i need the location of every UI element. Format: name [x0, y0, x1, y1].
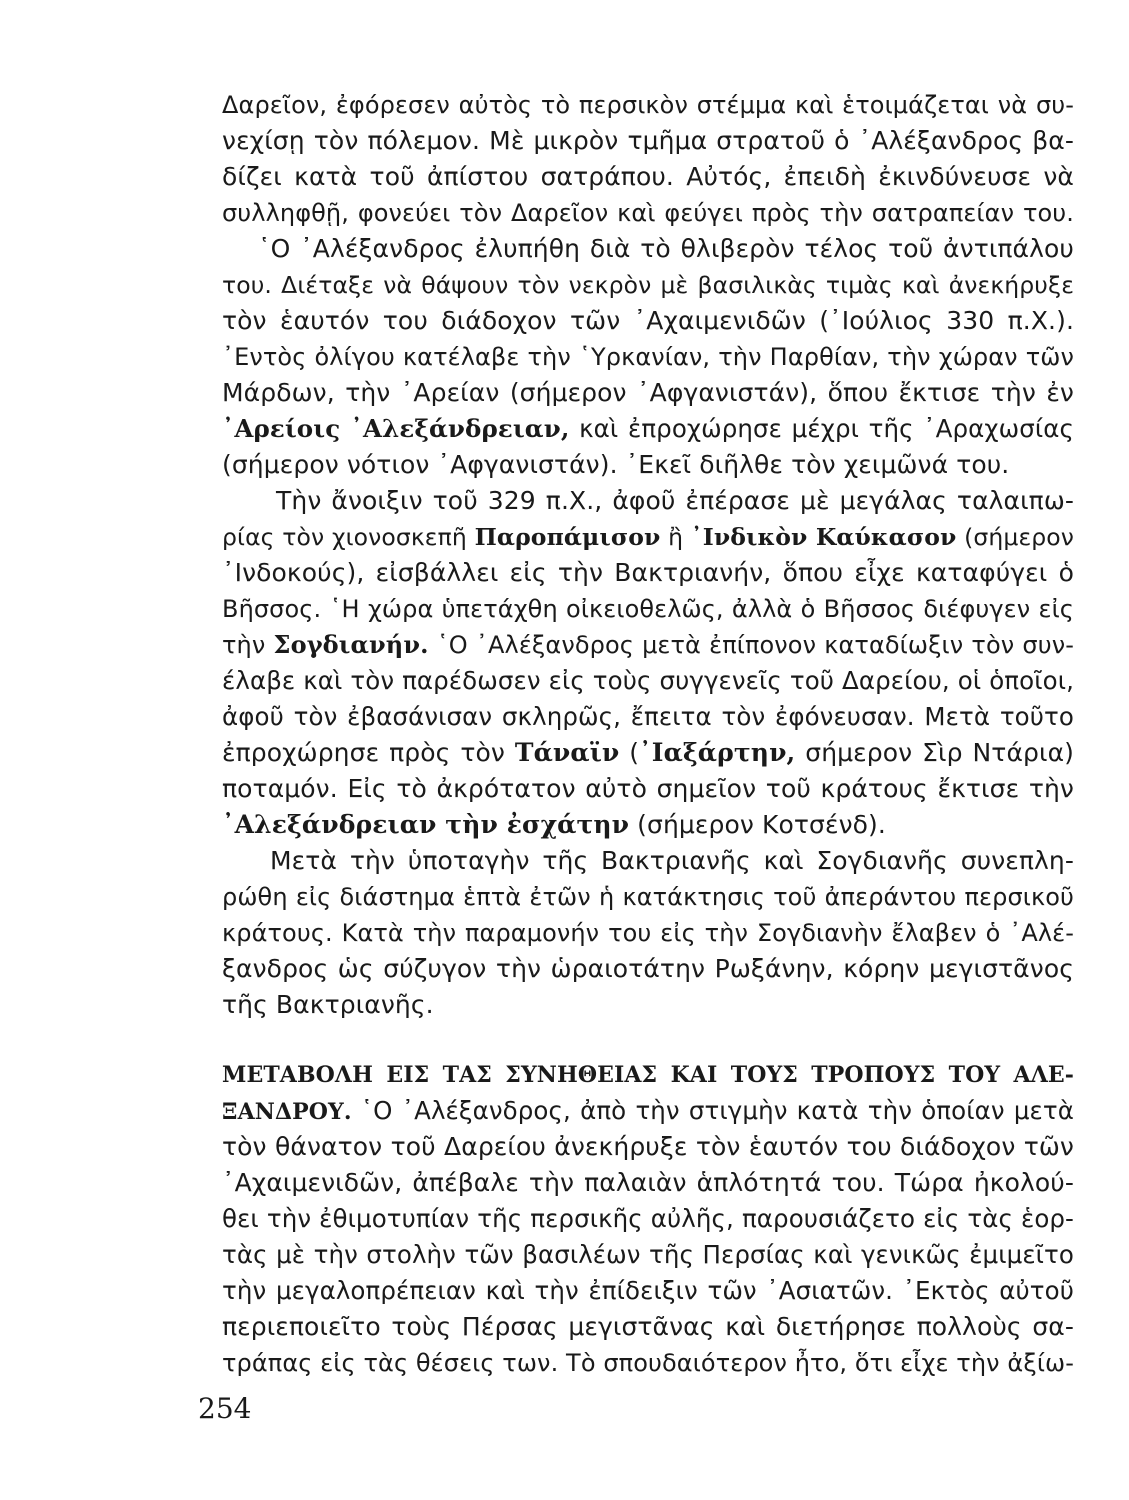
text-line: κράτους. Κατὰ τὴν παραμονήν του εἰς τὴν Σογδιανὴν ἔλαβεν ὁ ᾿Αλέ-: [222, 919, 1074, 947]
text-line: τράπας εἰς τὰς θέσεις των. Τὸ σπουδαιότερον ἦτο, ὅτι εἶχε τὴν ἀξίω-: [222, 1349, 1074, 1377]
text-line: ᾿Αρείοις ᾿Αλεξάνδρειαν, καὶ ἐπροχώρησε μέχρι τῆς ᾿Αραχωσίας: [222, 414, 1074, 443]
text-line: ξανδρος ὡς σύζυγον τὴν ὡραιοτάτην Ρωξάνην, κόρην μεγιστᾶνος: [222, 954, 1074, 983]
text-line: ρίας τὸν χιονοσκεπῆ Παροπάμισον ἢ ᾿Ινδικὸν Καύκασον (σήμερον: [222, 523, 1074, 551]
text-line: ἐπροχώρησε πρὸς τὸν Τάναϊν (᾿Ιαξάρτην, σήμερον Σὶρ Ντάρια): [222, 738, 1074, 767]
text-line: ᾿Αλεξάνδρειαν τὴν ἐσχάτην (σήμερον Κοτσένδ).: [222, 810, 886, 839]
text-line: Βῆσσος. ῾Η χώρα ὑπετάχθη οἰκειοθελῶς, ἀλλὰ ὁ Βῆσσος διέφυγεν εἰς: [222, 595, 1074, 623]
text-line: τὸν ἑαυτόν του διάδοχον τῶν ᾿Αχαιμενιδῶν (᾿Ιούλιος 330 π.Χ.).: [222, 306, 1074, 335]
text-line: τὸν θάνατον τοῦ Δαρείου ἀνεκήρυξε τὸν ἑαυτόν του διάδοχον τῶν: [222, 1132, 1074, 1161]
text-line: τὴν Σογδιανήν. ῾Ο ᾿Αλέξανδρος μετὰ ἐπίπονον καταδίωξιν τὸν συν-: [222, 630, 1074, 659]
text-line: ΞΑΝΔΡΟΥ. ῾Ο ᾿Αλέξανδρος, ἀπὸ τὴν στιγμὴν κατὰ τὴν ὁποίαν μετὰ: [222, 1096, 1074, 1125]
text-line: Τὴν ἄνοιξιν τοῦ 329 π.Χ., ἀφοῦ ἐπέρασε μὲ μεγάλας ταλαιπω-: [276, 486, 1074, 515]
text-line: ᾿Ινδοκούς), εἰσβάλλει εἰς τὴν Βακτριανήν, ὅπου εἶχε καταφύγει ὁ: [222, 558, 1074, 587]
text-line: τῆς Βακτριανῆς.: [222, 990, 434, 1019]
section-heading-end: ΞΑΝΔΡΟΥ.: [222, 1099, 352, 1125]
bold-place-name: Σογδιανήν.: [273, 630, 429, 659]
page-number: 254: [198, 1392, 252, 1425]
text-line: ποταμόν. Εἰς τὸ ἀκρότατον αὐτὸ σημεῖον τοῦ κράτους ἔκτισε τὴν: [222, 774, 1074, 803]
bold-place-name: ᾿Ιαξάρτην,: [639, 738, 796, 767]
section-heading: ΜΕΤΑΒΟΛΗ ΕΙΣ ΤΑΣ ΣΥΝΗΘΕΙΑΣ ΚΑΙ ΤΟΥΣ ΤΡΟΠΟΥΣ ΤΟΥ ΑΛΕ-: [222, 1062, 1074, 1088]
text-line: ᾿Εντὸς ὀλίγου κατέλαβε τὴν ῾Υρκανίαν, τὴν Παρθίαν, τὴν χώραν τῶν: [222, 343, 1074, 371]
text-line: περιεποιεῖτο τοὺς Πέρσας μεγιστᾶνας καὶ διετήρησε πολλοὺς σα-: [222, 1312, 1074, 1341]
text-line: θει τὴν ἐθιμοτυπίαν τῆς περσικῆς αὐλῆς, παρουσιάζετο εἰς τὰς ἑορ-: [222, 1204, 1074, 1233]
text-line: Δαρεῖον, ἐφόρεσεν αὐτὸς τὸ περσικὸν στέμμα καὶ ἑτοιμάζεται νὰ συ-: [222, 91, 1074, 119]
text-line: νεχίσῃ τὸν πόλεμον. Μὲ μικρὸν τμῆμα στρατοῦ ὁ ᾿Αλέξανδρος βα-: [222, 126, 1074, 155]
bold-place-name: ᾿Αλεξάνδρειαν τὴν ἐσχάτην: [222, 810, 630, 839]
text-line: ρώθη εἰς διάστημα ἑπτὰ ἐτῶν ἡ κατάκτησις τοῦ ἀπεράντου περσικοῦ: [222, 883, 1074, 911]
bold-place-name: ᾿Αρείοις ᾿Αλεξάνδρειαν,: [222, 414, 570, 443]
text-line: ᾿Αχαιμενιδῶν, ἀπέβαλε τὴν παλαιὰν ἁπλότητά του. Τώρα ἠκολού-: [222, 1168, 1074, 1197]
text-line: τὴν μεγαλοπρέπειαν καὶ τὴν ἐπίδειξιν τῶν ᾿Ασιατῶν. ᾿Εκτὸς αὐτοῦ: [222, 1276, 1074, 1305]
text-line: τὰς μὲ τὴν στολὴν τῶν βασιλέων τῆς Περσίας καὶ γενικῶς ἐμιμεῖτο: [222, 1240, 1074, 1269]
bold-place-name: Παροπάμισον: [474, 523, 661, 551]
text-line: συλληφθῇ, φονεύει τὸν Δαρεῖον καὶ φεύγει πρὸς τὴν σατραπείαν του.: [222, 199, 1074, 227]
text-line: έλαβε καὶ τὸν παρέδωσεν εἰς τοὺς συγγενεῖς τοῦ Δαρείου, οἱ ὁποῖοι,: [222, 666, 1074, 695]
text-line: Μετὰ τὴν ὑποταγὴν τῆς Βακτριανῆς καὶ Σογδιανῆς συνεπλη-: [270, 846, 1074, 875]
bold-place-name: Τάναϊν: [514, 738, 620, 767]
bold-place-name: ᾿Ινδικὸν Καύκασον: [690, 523, 957, 551]
text-line: Μάρδων, τὴν ᾿Αρείαν (σήμερον ᾿Αφγανιστάν), ὅπου ἔκτισε τὴν ἐν: [222, 378, 1074, 407]
text-line: (σήμερον νότιον ᾿Αφγανιστάν). ᾿Εκεῖ διῆλθε τὸν χειμῶνά του.: [222, 450, 1010, 479]
text-line: ῾Ο ᾿Αλέξανδρος ἐλυπήθη διὰ τὸ θλιβερὸν τέλος τοῦ ἀντιπάλου: [258, 234, 1074, 263]
text-line: δίζει κατὰ τοῦ ἀπίστου σατράπου. Αὐτός, ἐπειδὴ ἐκινδύνευσε νὰ: [222, 162, 1074, 191]
text-line: του. Διέταξε νὰ θάψουν τὸν νεκρὸν μὲ βασιλικὰς τιμὰς καὶ ἀνεκήρυξε: [222, 271, 1074, 299]
text-line: ἀφοῦ τὸν ἐβασάνισαν σκληρῶς, ἔπειτα τὸν ἐφόνευσαν. Μετὰ τοῦτο: [222, 702, 1074, 731]
